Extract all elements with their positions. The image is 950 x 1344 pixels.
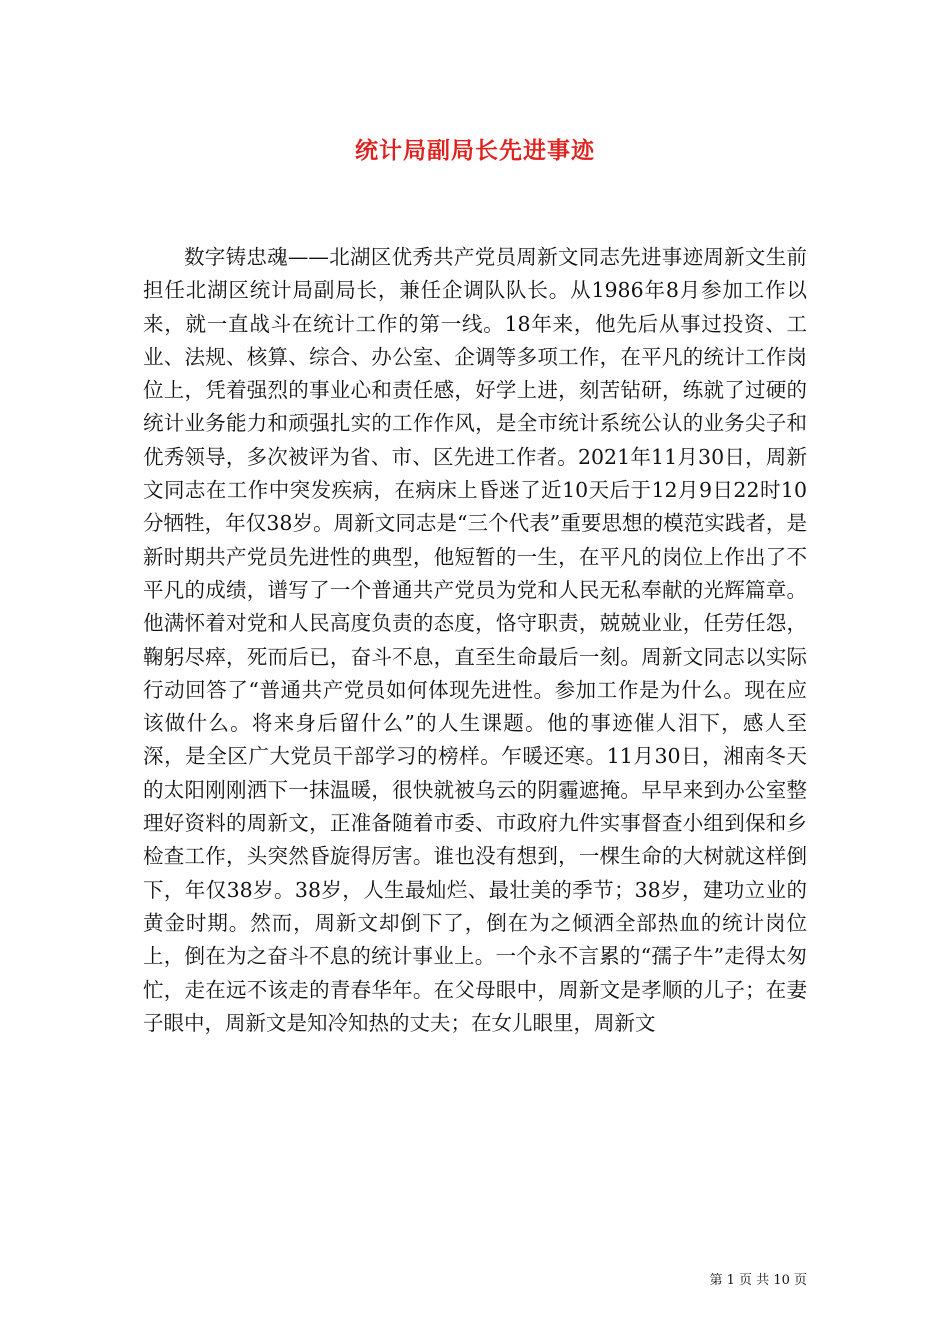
document-title: 统计局副局长先进事迹 xyxy=(355,137,595,164)
page-number: 第 1 页 共 10 页 xyxy=(709,1273,807,1288)
document-body: 数字铸忠魂——北湖区优秀共产党员周新文同志先进事迹周新文生前担任北湖区统计局副局长，兼任企调队队长。从1986年8月参加工作以来，就一直战斗在统计工作的第一线。18年来，他先后从事过投资、工业、法规、核算、综合、办公室、企调等多项工作，在平凡的统计工作岗位上，凭着强烈的事业心和责任感，好学上进，刻苦钻研，练就了过硬的统计业务能力和顽强扎实的工作作风，是全市统计系统公认的业务尖子和优秀领导，多次被评为省、市、区先进工作者。2021年11月30日，周新文同志在工作中突发疾病，在病床上昏迷了近10天后于12月9日22时10分牺牲，年仅38岁。周新文同志是“三个代表”重要思想的模范实践者，是新时期共产党员先进性的典型，他短暂的一生，在平凡的岗位上作出了不平凡的成绩，谱写了一个普通共产党员为党和人民无私奉献的光辉篇章。他满怀着对党和人民高度负责的态度，恪守职责，兢兢业业，任劳任怨，鞠躬尽瘁，死而后已，奋斗不息，直至生命最后一刻。周新文同志以实际行动回答了“普通共产党员如何体现先进性。参加工作是为什么。现在应该做什么。将来身后留什么”的人生课题。他的事迹催人泪下，感人至深，是全区广大党员干部学习的榜样。乍暖还寒。11月30日，湘南冬天的太阳刚刚洒下一抹温暖，很快就被乌云的阴霾遮掩。早早来到办公室整理好资料的周新文，正准备随着市委、市政府九件实事督查小组到保和乡检查工作，头突然昏旋得厉害。谁也没有想到，一棵生命的大树就这样倒下，年仅38岁。38岁，人生最灿烂、最壮美的季节；38岁，建功立业的黄金时期。然而，周新文却倒下了，倒在为之倾洒全部热血的统计岗位上，倒在为之奋斗不息的统计事业上。一个永不言累的“孺子牛”走得太匆忙，走在远不该走的青春华年。在父母眼中，周新文是孝顺的儿子；在妻子眼中，周新文是知冷知热的丈夫；在女儿眼里，周新文 xyxy=(143,245,807,1035)
